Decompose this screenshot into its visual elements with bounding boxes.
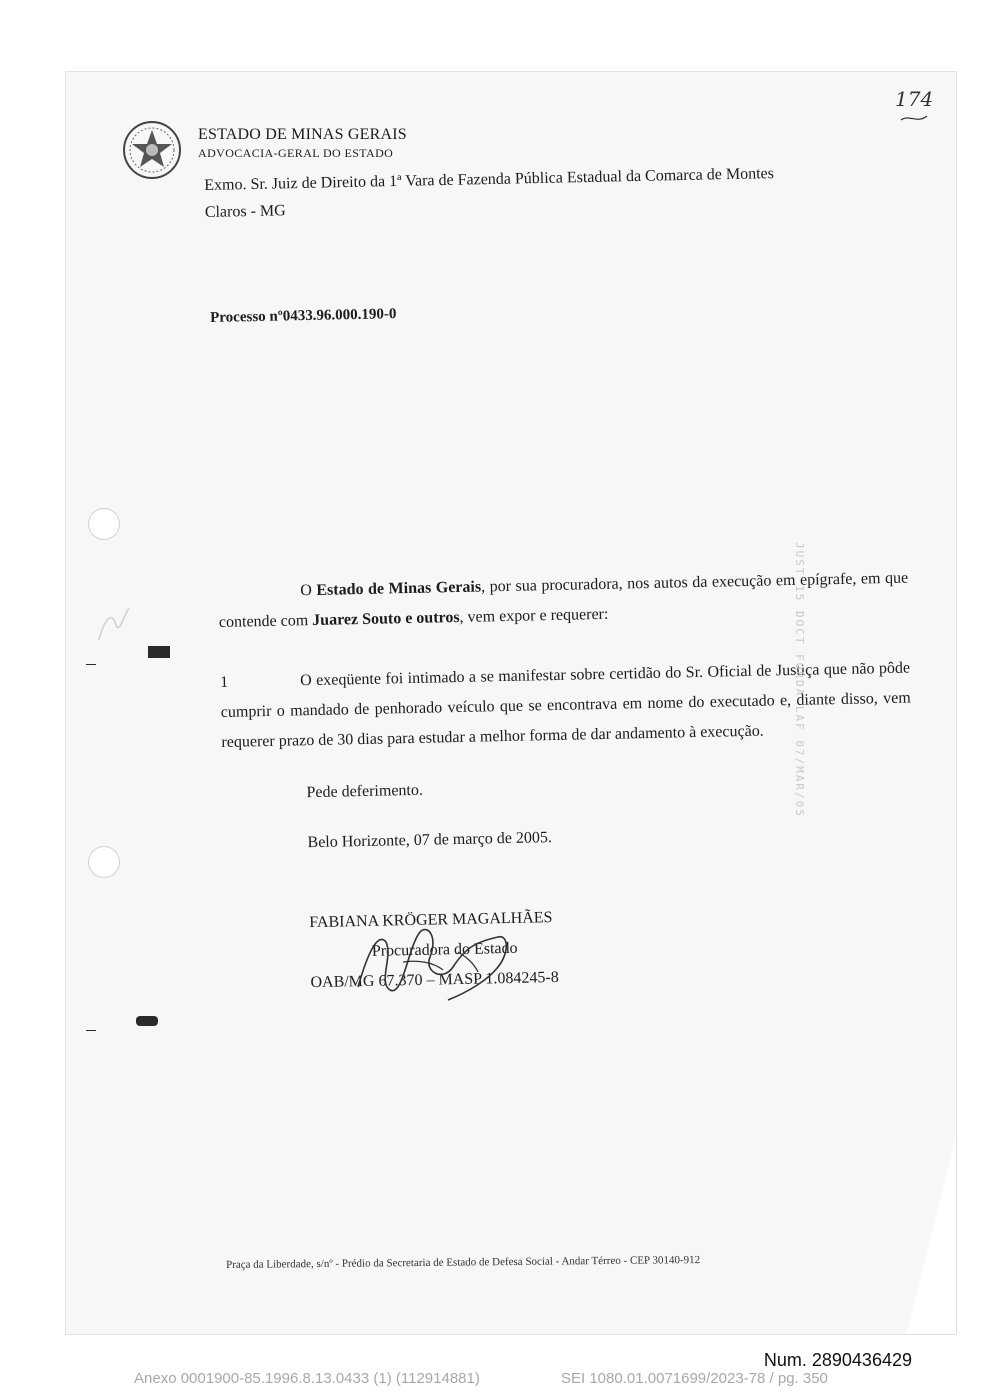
punch-hole-top [88, 508, 120, 540]
party-defendant: Juarez Souto e outros [312, 608, 460, 630]
party-plaintiff: Estado de Minas Gerais [316, 578, 482, 599]
scan-artifact [136, 1016, 158, 1026]
item-text: O exeqüente foi intimado a se manifestar sobre certidão do Sr. Oficial de Justiça que não pôde cumprir o mandado de penhorado veículo que se encontrava em nome do executado e, diante disso, vem requerer prazo de 30 dias para estudar a melhor forma de dar andamento à execução. [220, 659, 911, 751]
receipt-stamp: JUST 15 DOCT FORDA LAF 07/MAR/05 [793, 542, 806, 818]
closing-line: Pede deferimento. [306, 781, 424, 802]
document-content [66, 72, 956, 1334]
punch-hole-bottom [88, 846, 120, 878]
scanned-document-sheet [66, 72, 956, 1334]
footer-address: Praça da Liberdade, s/nº - Prédio da Secretaria de Estado de Defesa Social - Andar Térreo - CEP 30140-912 [226, 1254, 701, 1271]
addressee-line-1: Exmo. Sr. Juiz de Direito da 1ª Vara de Fazenda Pública Estadual da Comarca de Montes [204, 165, 775, 194]
numbered-item [220, 654, 912, 758]
document-meta [134, 1370, 914, 1387]
page-number-text: 174 [895, 87, 934, 111]
signer-registration: OAB/MG 67.370 – MASP 1.084245-8 [310, 968, 559, 992]
signer-name: FABIANA KRÖGER MAGALHÃES [309, 909, 553, 932]
margin-tick [86, 664, 96, 665]
letterhead-state: ESTADO DE MINAS GERAIS [198, 126, 407, 143]
date-line: Belo Horizonte, 07 de março de 2005. [307, 829, 553, 852]
state-coat-of-arms-icon [122, 120, 182, 180]
margin-scribble [94, 600, 134, 650]
intro-middle: , por sua procuradora, nos autos da execução em epígrafe, em que contende com [218, 569, 909, 631]
sei-reference: SEI 1080.01.0071699/2023-78 / pg. 350 [561, 1370, 828, 1387]
handwritten-page-number [891, 80, 941, 130]
letter-body [218, 564, 917, 1000]
letterhead [198, 126, 407, 161]
annex-reference: Anexo 0001900-85.1996.8.13.0433 (1) (112914881) [134, 1370, 480, 1387]
intro-prefix: O [300, 581, 317, 600]
letterhead-agency: ADVOCACIA-GERAL DO ESTADO [198, 146, 394, 160]
addressee [204, 158, 865, 226]
addressee-line-2: Claros - MG [204, 202, 286, 221]
handwritten-signature [348, 912, 518, 1007]
item-number: 1 [220, 673, 229, 691]
intro-suffix: , vem expor e requerer: [459, 605, 609, 626]
document-number: Num. 2890436429 [763, 1350, 912, 1370]
signer-role: Procuradora do Estado [371, 939, 518, 960]
process-number: Processo nº0433.96.000.190-0 [210, 306, 397, 326]
margin-tick [86, 1030, 96, 1031]
scan-artifact [148, 646, 170, 658]
